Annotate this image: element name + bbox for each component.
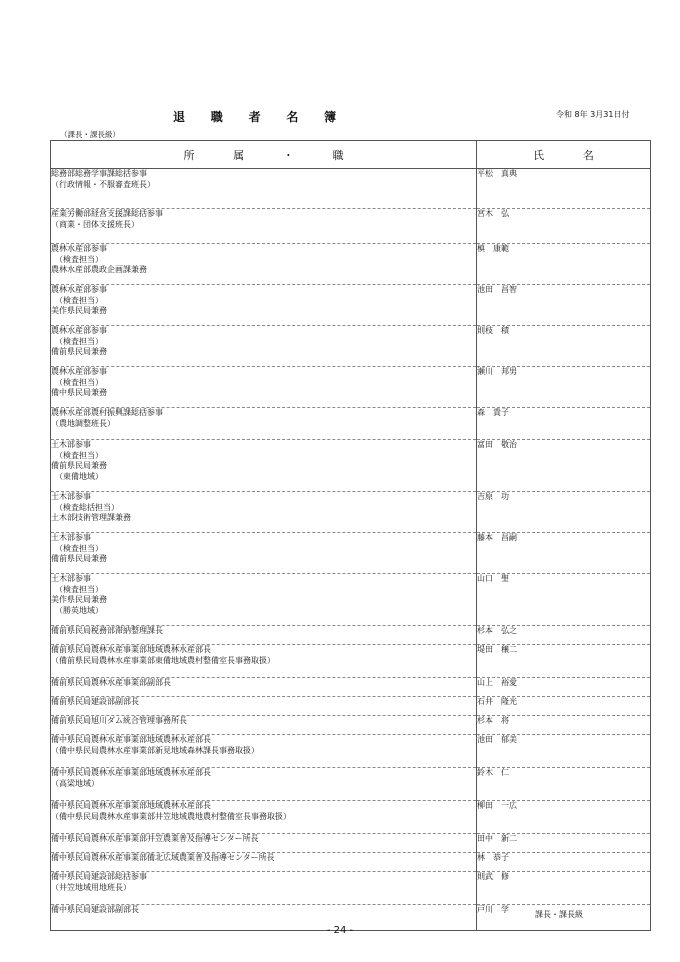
- table-row: [51, 678, 651, 697]
- person-name: 戸川 学: [477, 905, 509, 914]
- affiliation-line: 備前県民局農林水産事業部地域農林水産部長: [51, 645, 211, 654]
- retiree-table: [50, 140, 651, 931]
- affiliation-line: （検査総括担当）: [51, 502, 119, 512]
- affiliation-cell: [51, 735, 477, 768]
- affiliation-line: （勝英地域）: [51, 605, 103, 615]
- affiliation-line: （検査担当）: [51, 377, 103, 387]
- affiliation-line: （高梁地域）: [51, 778, 99, 788]
- affiliation-line: 備中県民局農林水産事業部地域農林水産部長: [51, 768, 211, 777]
- person-name: 池田 郁美: [477, 735, 517, 744]
- name-cell: [477, 716, 651, 735]
- name-cell: [477, 408, 651, 440]
- category-label: （課長・課長級）: [60, 130, 120, 139]
- affiliation-line: （農地調整班長）: [51, 418, 115, 428]
- affiliation-line: 備前県民局兼務: [51, 554, 107, 563]
- person-name: 富田 敬治: [477, 440, 517, 449]
- affiliation-line: 備中県民局兼務: [51, 388, 107, 397]
- name-cell: [477, 326, 651, 367]
- affiliation-line: （検査担当）: [51, 584, 103, 594]
- person-name: 槙 康範: [477, 244, 509, 253]
- name-cell: [477, 574, 651, 626]
- affiliation-line: （検査担当）: [51, 450, 103, 460]
- table-row: [51, 209, 651, 244]
- person-name: 田中 新二: [477, 834, 517, 843]
- table-header-row: [51, 141, 651, 169]
- header-affiliation: 所 属 ・ 職: [51, 141, 477, 169]
- affiliation-line: 農林水産部参事: [51, 367, 107, 376]
- affiliation-line: 農林水産部農政企画課兼務: [51, 265, 147, 274]
- table-row: [51, 645, 651, 678]
- table-row: [51, 626, 651, 645]
- affiliation-line: 産業労働部経営支援課総括参事: [51, 209, 163, 218]
- table-row: [51, 408, 651, 440]
- affiliation-cell: [51, 626, 477, 645]
- table-row: [51, 716, 651, 735]
- name-cell: [477, 440, 651, 492]
- affiliation-cell: [51, 801, 477, 834]
- affiliation-line: 備中県民局建設部副部長: [51, 905, 139, 914]
- affiliation-cell: [51, 716, 477, 735]
- person-name: 鈴木 仁: [477, 768, 509, 777]
- table-row: [51, 872, 651, 905]
- affiliation-line: 土木部参事: [51, 440, 91, 449]
- affiliation-line: 土木部技術管理課兼務: [51, 513, 131, 522]
- affiliation-line: 農林水産部参事: [51, 244, 107, 253]
- affiliation-cell: [51, 440, 477, 492]
- name-cell: [477, 492, 651, 533]
- affiliation-cell: [51, 645, 477, 678]
- affiliation-cell: [51, 533, 477, 574]
- affiliation-line: （検査担当）: [51, 543, 103, 553]
- name-cell: [477, 533, 651, 574]
- person-name: 藤本 昌嗣: [477, 533, 517, 542]
- affiliation-line: 備前県民局建設部副部長: [51, 697, 139, 706]
- affiliation-line: 備前県民局税務部滞納整理課長: [51, 626, 163, 635]
- affiliation-line: 備中県民局農林水産事業部地域農林水産部長: [51, 735, 211, 744]
- affiliation-cell: [51, 697, 477, 716]
- person-name: 池田 昌智: [477, 285, 517, 294]
- affiliation-line: （検査担当）: [51, 254, 103, 264]
- affiliation-cell: [51, 326, 477, 367]
- table-row: [51, 697, 651, 716]
- table-row: [51, 574, 651, 626]
- affiliation-line: （備中県民局農林水産事業部新見地域森林課長事務取扱）: [51, 745, 259, 755]
- affiliation-line: 備前県民局旭川ダム統合管理事務所長: [51, 716, 187, 725]
- affiliation-cell: [51, 285, 477, 326]
- name-cell: [477, 872, 651, 905]
- person-name: 則枝 積: [477, 326, 509, 335]
- name-cell: [477, 209, 651, 244]
- person-name: 堤田 穣二: [477, 645, 517, 654]
- affiliation-cell: [51, 169, 477, 209]
- affiliation-cell: [51, 574, 477, 626]
- person-name: 杉本 弘之: [477, 626, 517, 635]
- affiliation-cell: [51, 768, 477, 801]
- affiliation-cell: [51, 853, 477, 872]
- affiliation-line: （行政情報・不服審査班長）: [51, 179, 155, 189]
- table-row: [51, 285, 651, 326]
- person-name: 山口 聖: [477, 574, 509, 583]
- footer-category-label: 課長・課長級: [535, 910, 583, 919]
- name-cell: [477, 834, 651, 853]
- affiliation-cell: [51, 408, 477, 440]
- affiliation-line: （検査担当）: [51, 336, 103, 346]
- name-cell: [477, 169, 651, 209]
- name-cell: [477, 735, 651, 768]
- affiliation-line: 備前県民局兼務: [51, 347, 107, 356]
- affiliation-line: 農林水産部参事: [51, 285, 107, 294]
- name-cell: [477, 645, 651, 678]
- affiliation-line: 備前県民局農林水産事業部副部長: [51, 678, 171, 687]
- name-cell: [477, 801, 651, 834]
- affiliation-line: （備前県民局農林水産事業部東備地域農村整備室長事務取扱）: [51, 655, 275, 665]
- affiliation-cell: [51, 834, 477, 853]
- name-cell: [477, 367, 651, 408]
- affiliation-line: 備中県民局農林水産事業部井笠農業普及指導センター所長: [51, 834, 259, 843]
- table-row: [51, 801, 651, 834]
- person-name: 石井 隆光: [477, 697, 517, 706]
- name-cell: [477, 285, 651, 326]
- affiliation-line: 土木部参事: [51, 574, 91, 583]
- name-cell: [477, 768, 651, 801]
- person-name: 則武 修: [477, 872, 509, 881]
- affiliation-line: 美作県民局兼務: [51, 306, 107, 315]
- name-cell: [477, 244, 651, 285]
- affiliation-line: （検査担当）: [51, 295, 103, 305]
- table-body: [51, 169, 651, 931]
- affiliation-line: （備中県民局農林水産事業部井笠地域農地農村整備室長事務取扱）: [51, 811, 291, 821]
- affiliation-cell: [51, 678, 477, 697]
- person-name: 林 恭子: [477, 853, 509, 862]
- table-row: [51, 834, 651, 853]
- name-cell: [477, 853, 651, 872]
- table-row: [51, 169, 651, 209]
- affiliation-line: 備中県民局建設部総括参事: [51, 872, 147, 881]
- person-name: 宮木 弘: [477, 209, 509, 218]
- person-name: 平松 真典: [477, 169, 517, 178]
- person-name: 森 貴子: [477, 408, 509, 417]
- affiliation-line: （東備地域）: [51, 471, 103, 481]
- table-row: [51, 492, 651, 533]
- affiliation-cell: [51, 244, 477, 285]
- table-row: [51, 367, 651, 408]
- affiliation-line: 美作県民局兼務: [51, 595, 107, 604]
- page-number: - 24 -: [326, 925, 354, 936]
- table-row: [51, 533, 651, 574]
- name-cell: [477, 678, 651, 697]
- person-name: 柳田 一広: [477, 801, 517, 810]
- person-name: 吉原 功: [477, 492, 509, 501]
- affiliation-line: 農林水産部農村振興課総括参事: [51, 408, 163, 417]
- affiliation-cell: [51, 872, 477, 905]
- affiliation-line: 備前県民局兼務: [51, 461, 107, 470]
- affiliation-line: 土木部参事: [51, 533, 91, 542]
- table-row: [51, 326, 651, 367]
- affiliation-line: 備中県民局農林水産事業部地域農林水産部長: [51, 801, 211, 810]
- name-cell: [477, 697, 651, 716]
- affiliation-line: 備中県民局農林水産事業部備北広域農業普及指導センター所長: [51, 853, 275, 862]
- affiliation-line: （井笠地域用地班長）: [51, 882, 131, 892]
- table-row: [51, 735, 651, 768]
- person-name: 瀬川 邦男: [477, 367, 517, 376]
- affiliation-cell: [51, 367, 477, 408]
- header-name: 氏 名: [477, 141, 651, 169]
- table-row: [51, 768, 651, 801]
- affiliation-line: 農林水産部参事: [51, 326, 107, 335]
- person-name: 山上 裕愛: [477, 678, 517, 687]
- table-row: [51, 853, 651, 872]
- affiliation-line: （商業・団体支援班長）: [51, 219, 139, 229]
- affiliation-line: 土木部参事: [51, 492, 91, 501]
- table-row: [51, 440, 651, 492]
- document-title: 退 職 者 名 簿: [173, 110, 347, 124]
- affiliation-cell: [51, 209, 477, 244]
- person-name: 杉本 将: [477, 716, 509, 725]
- document-date: 令和 8年 3月31日付: [556, 110, 630, 119]
- name-cell: [477, 626, 651, 645]
- table-row: [51, 244, 651, 285]
- affiliation-line: 総務部総務学事課総括参事: [51, 169, 147, 178]
- affiliation-cell: [51, 492, 477, 533]
